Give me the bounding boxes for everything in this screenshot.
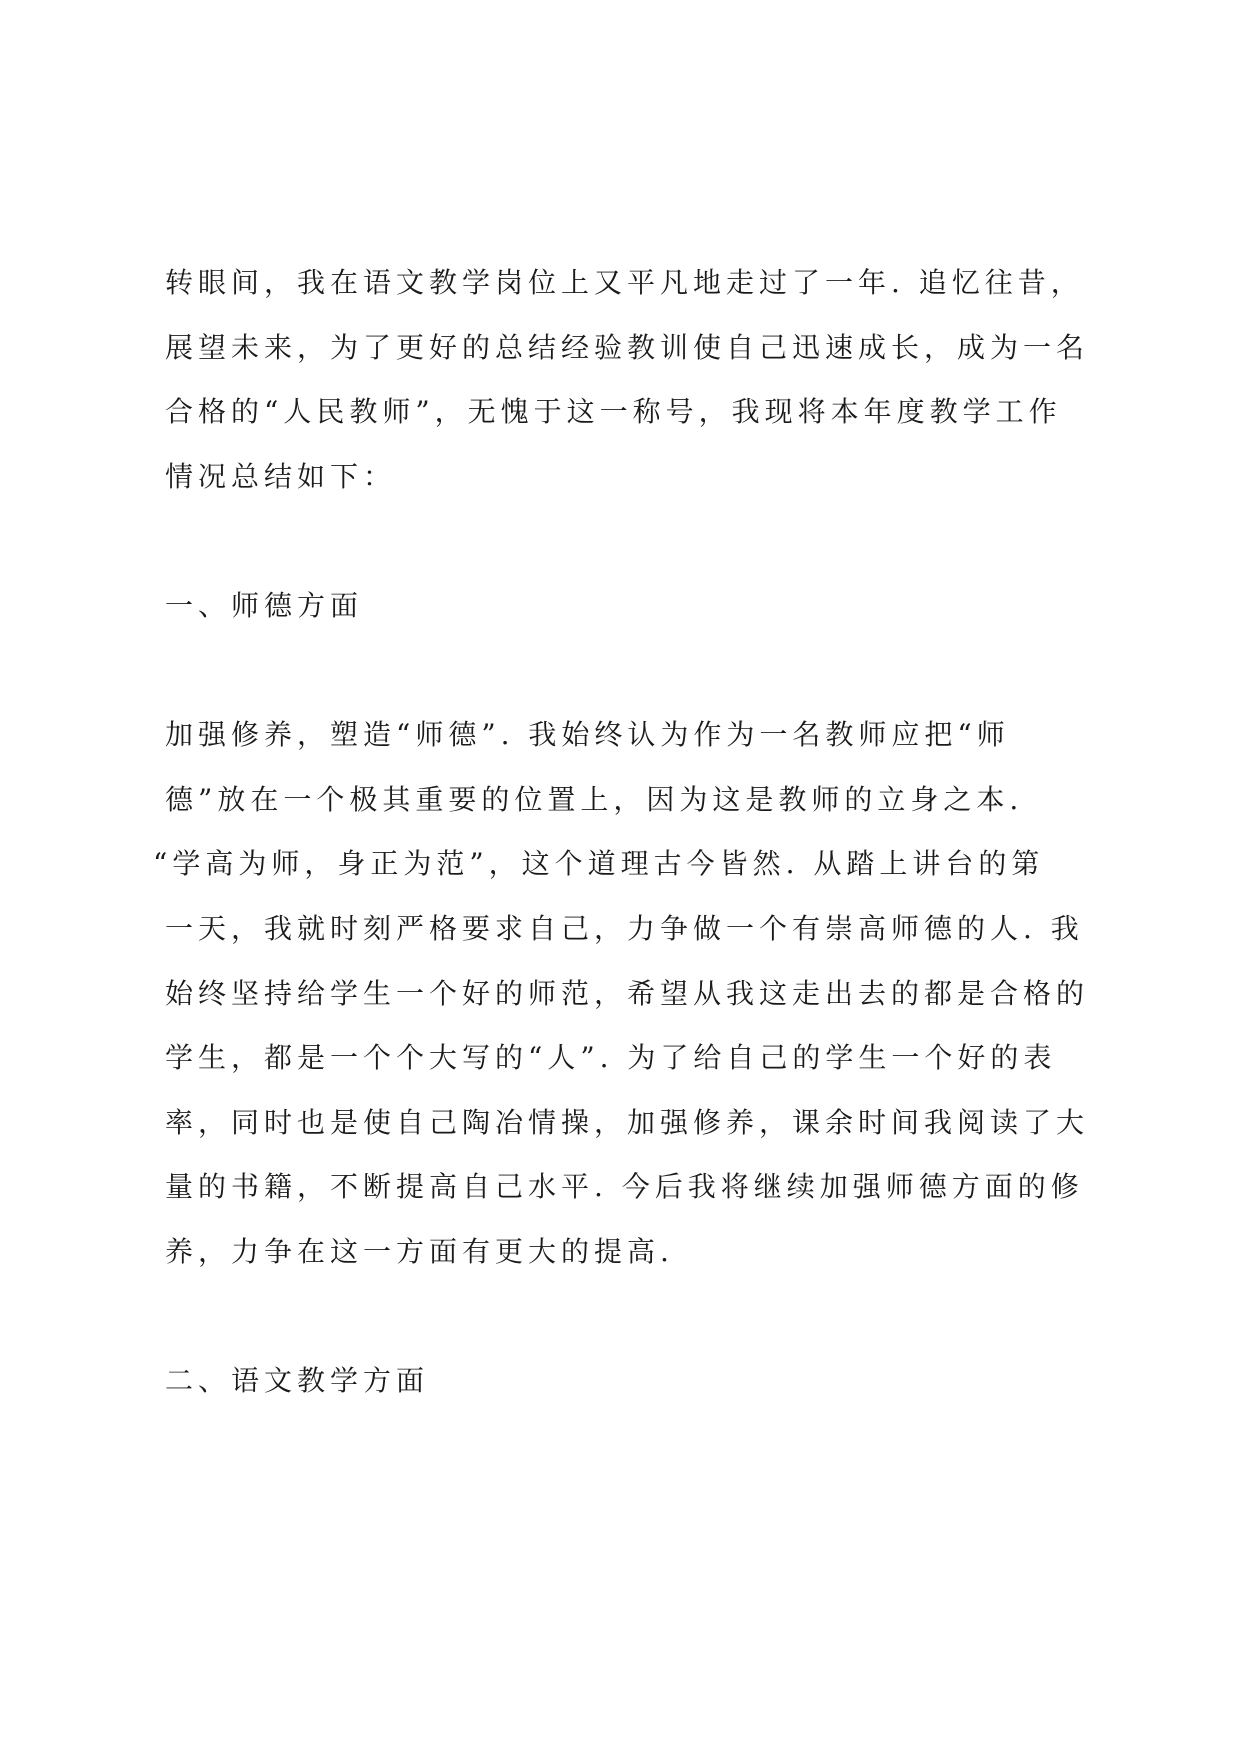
section-heading-teacher-ethics: 一、师德方面 xyxy=(165,588,364,622)
text-line: 率，同时也是使自己陶冶情操，加强修养，课余时间我阅读了大 xyxy=(165,1105,1090,1139)
text-line: “学高为师，身正为范”，这个道理古今皆然. 从踏上讲台的第 xyxy=(153,847,1045,881)
document-body xyxy=(153,251,1125,1414)
paragraph-spacer xyxy=(165,1285,1125,1350)
text-line: 加强修养，塑造“师德”. 我始终认为作为一名教师应把“师 xyxy=(165,718,1010,752)
text-line: 德”放在一个极其重要的位置上，因为这是教师的立身之本. xyxy=(165,782,1024,816)
paragraph-spacer xyxy=(165,639,1125,704)
teacher-ethics-paragraph xyxy=(153,703,1125,1284)
text-line: 一天，我就时刻严格要求自己，力争做一个有崇高师德的人. 我 xyxy=(165,911,1084,945)
intro-paragraph xyxy=(165,251,1125,509)
text-line: 展望未来，为了更好的总结经验教训使自己迅速成长，成为一名 xyxy=(165,330,1090,364)
text-line: 合格的“人民教师”，无愧于这一称号，我现将本年度教学工作 xyxy=(165,395,1062,429)
text-line: 量的书籍，不断提高自己水平. 今后我将继续加强师德方面的修 xyxy=(165,1170,1084,1204)
text-line: 转眼间，我在语文教学岗位上又平凡地走过了一年. 追忆往昔， xyxy=(165,266,1084,299)
text-line: 养，力争在这一方面有更大的提高. xyxy=(165,1234,674,1268)
text-line: 学生，都是一个个大写的“人”. 为了给自己的学生一个好的表 xyxy=(165,1041,1057,1075)
paragraph-spacer xyxy=(165,509,1125,574)
section-heading-chinese-teaching: 二、语文教学方面 xyxy=(165,1364,430,1398)
text-line: 情况总结如下： xyxy=(165,459,397,493)
text-line: 始终坚持给学生一个好的师范，希望从我这走出去的都是合格的 xyxy=(165,976,1090,1010)
